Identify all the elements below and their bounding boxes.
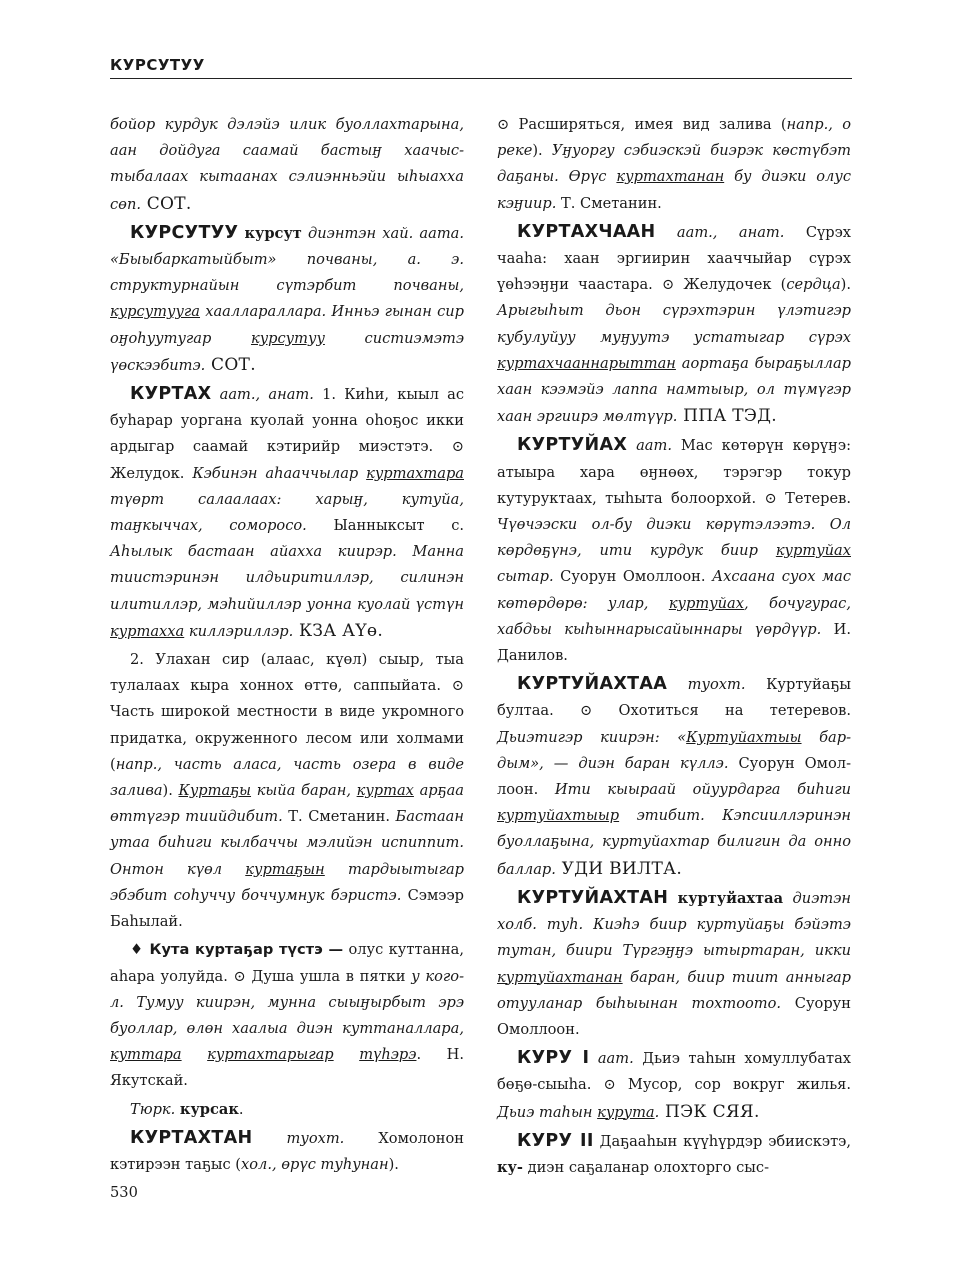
entry-kurtah: КУРТАХ аат., анат. 1. Киһи, кыыл ас буһарар уоргана куолай уонна оһоҕос икки ардыгар саамай кэтирийр миэстэтэ. ⊙ Желудок. Кэбинэн аһааччылар куртахтара түөрт салаалаах: харыӈ, кутуйа, таӈкыччах, соморосо. Ыанныксыт с. Аһылык бастаан айахха киирэр. Манна тиистэринэн илдьиритиллэр, силинэн илитиллэр, мэһийиллэр уонна куолай үстүн куртахха киллэриллэр. КЗА АҮө. [110, 384, 465, 641]
headword: КУРУ I [517, 1048, 590, 1069]
header-rule [110, 78, 852, 79]
headword: КУРТУЙАХТАА [517, 674, 668, 695]
entry-kurtuyah: КУРТУЙАХ аат. Мас көтөрүн көрүӈэ: атыыра хара өӈнөөх, тэрэгэр токур кутуруктаах, тыһыта болоорхой. ⊙ Тетерев. Чүөчээски ол-бу диэки көрүтэлээтэ. Ол көрдөҕүнэ, ити курдук биир куртуйах сытар. Суорун Омоллоон. Ахсаана суох мас көтөрдөрө: улар, куртуйах, бочугурас, хабдьы кыһыннарысайыннары үөрдүүр. И. Данилов. [497, 435, 851, 665]
entry-etymology: Тюрк. курсак. [130, 1100, 244, 1118]
entry-kurtahtan-continuation: ⊙ Расширяться, имея вид залива (напр., о реке). Уӈуоргу сэбиэскэй биэрэк көстүбэт даҕаны. Өрүс куртахтанан бу диэки олус кэӈиир. Т. Сметанин. [497, 116, 851, 212]
entry-kuru-1: КУРУ I аат. Дьиэ таһын хомуллубатах бөҕө-сыыһа. ⊙ Мусор, сор вокруг жилья. Дьиэ таһын курута. ПЭК СЯЯ. [497, 1048, 851, 1122]
entry-kuru-2: КУРУ II Даҕааһын күүһүрдэр эбиискэтэ, ку- диэн саҕаланар олохторго сыс- [497, 1130, 851, 1176]
right-column [497, 112, 851, 1183]
entry-continuation: бойор курдук дэлэйэ илик буоллахтарына, аан дойдуга саамай бастыӈ хаачыстыбалаах кытаанах сэлиэнньэйи ыһыахха сөп. СОТ. [110, 116, 464, 214]
headword: КУРСУТУУ [130, 222, 239, 243]
entry-kurtuyahtan: КУРТУЙАХТАН куртуйахтаа диэтэн холб. туһ. Киэһэ биир куртуйаҕы бэйэтэ тутан, биири Түргэӈӈэ ытыртаран, икки куртуйахтанан баран, биир тиит анныгар отууланар быһыынан тохтоото. Суорун Омоллоон. [497, 887, 851, 1038]
headword: КУРТАХТАН [130, 1127, 253, 1148]
entry-kurtahchaan: КУРТАХЧААН аат., анат. Сүрэх чааһа: хаан эргиирин хааччыйар сүрэх үөһээӈӈи чаастара. ⊙ Желудочек (сердца). Арыгыһыт дьон сүрэхтэрин үлэтигэр кубулуйуу муӈуутэ устатыгар сүрэх куртахчааннарыттан аортаҕа быраҕыллар хаан кээмэйэ лаппа намтыыр, ол түмүгэр хаан эргиирэ мөлтүүр. ППА ТЭД. [497, 221, 851, 427]
headword: КУРТАХ [130, 384, 212, 405]
entry-kurtuyahtaa: КУРТУЙАХТАА туохт. Куртуйаҕы бултаа. ⊙ Охотиться на тетеревов. Дьиэтигэр киирэн: «Куртуйахтыы бардым», — диэн баран күллэ. Суорун Омоллоон. Ити кыыраай ойуурдарга биһиги куртуйахтыыр этибит. Кэпсииллэринэн буоллаҕына, куртуйахтар билигин да онно баллар. УДИ ВИЛТА. [497, 674, 852, 879]
entry-kursutuu: КУРСУТУУ курсут диэнтэн хай. аата. «Быыбаркатыйбыт» почваны, а. э. структурнайын сүтэрбит почваны, курсутууга хааллараллара. Инньэ гынан сир оӈоһуутугар курсутуу систиэмэтэ үөскээбитэ. СОТ. [110, 222, 464, 375]
headword: КУРТУЙАХТАН [517, 887, 669, 908]
page-number: 530 [110, 1184, 138, 1201]
entry-kurtah-sense-2: 2. Улахан сир (алаас, күөл) сыыр, тыа тулалаах кыра хонноx өттө, саппыйата. ⊙ Часть широкой местности в виде укромного придатка, окруженного лесом или холмами (напр., часть аласа, часть озера в виде залива). Куртаҕы кыйа баран, куртах арҕаа өттүгэр тиийдибит. Т. Сметанин. Бастаан утаа биһиги кылбаччы мэлийэн испиппит. Онтон күөл куртаҕын тардыытыгар эбэбит соһуччу боччумнук бэристэ. Сэмээр Баһылай. [110, 651, 465, 931]
headword: КУРУ II [517, 1130, 594, 1151]
headword: КУРТАХЧААН [517, 221, 656, 242]
running-head: КУРСУТУУ [110, 56, 205, 74]
entry-phrase: ♦ Кута куртаҕар түстэ — олус куттанна, аһара уолуйда. ⊙ Душа ушла в пятки у кого-л. Тумуу киирэн, мунна сыыӈырбыт эрэ буоллар, өлөн хаалыа диэн куттаналлара, куттара куртахтарыгар түһэрэ. Н. Якутскай. [110, 941, 465, 1090]
left-column [110, 112, 464, 1180]
entry-kurtahtan: КУРТАХТАН туохт. Хомолонон кэтирээн таҕыс (хол., өрүс туһунан). [110, 1127, 464, 1173]
headword: КУРТУЙАХ [517, 435, 628, 456]
